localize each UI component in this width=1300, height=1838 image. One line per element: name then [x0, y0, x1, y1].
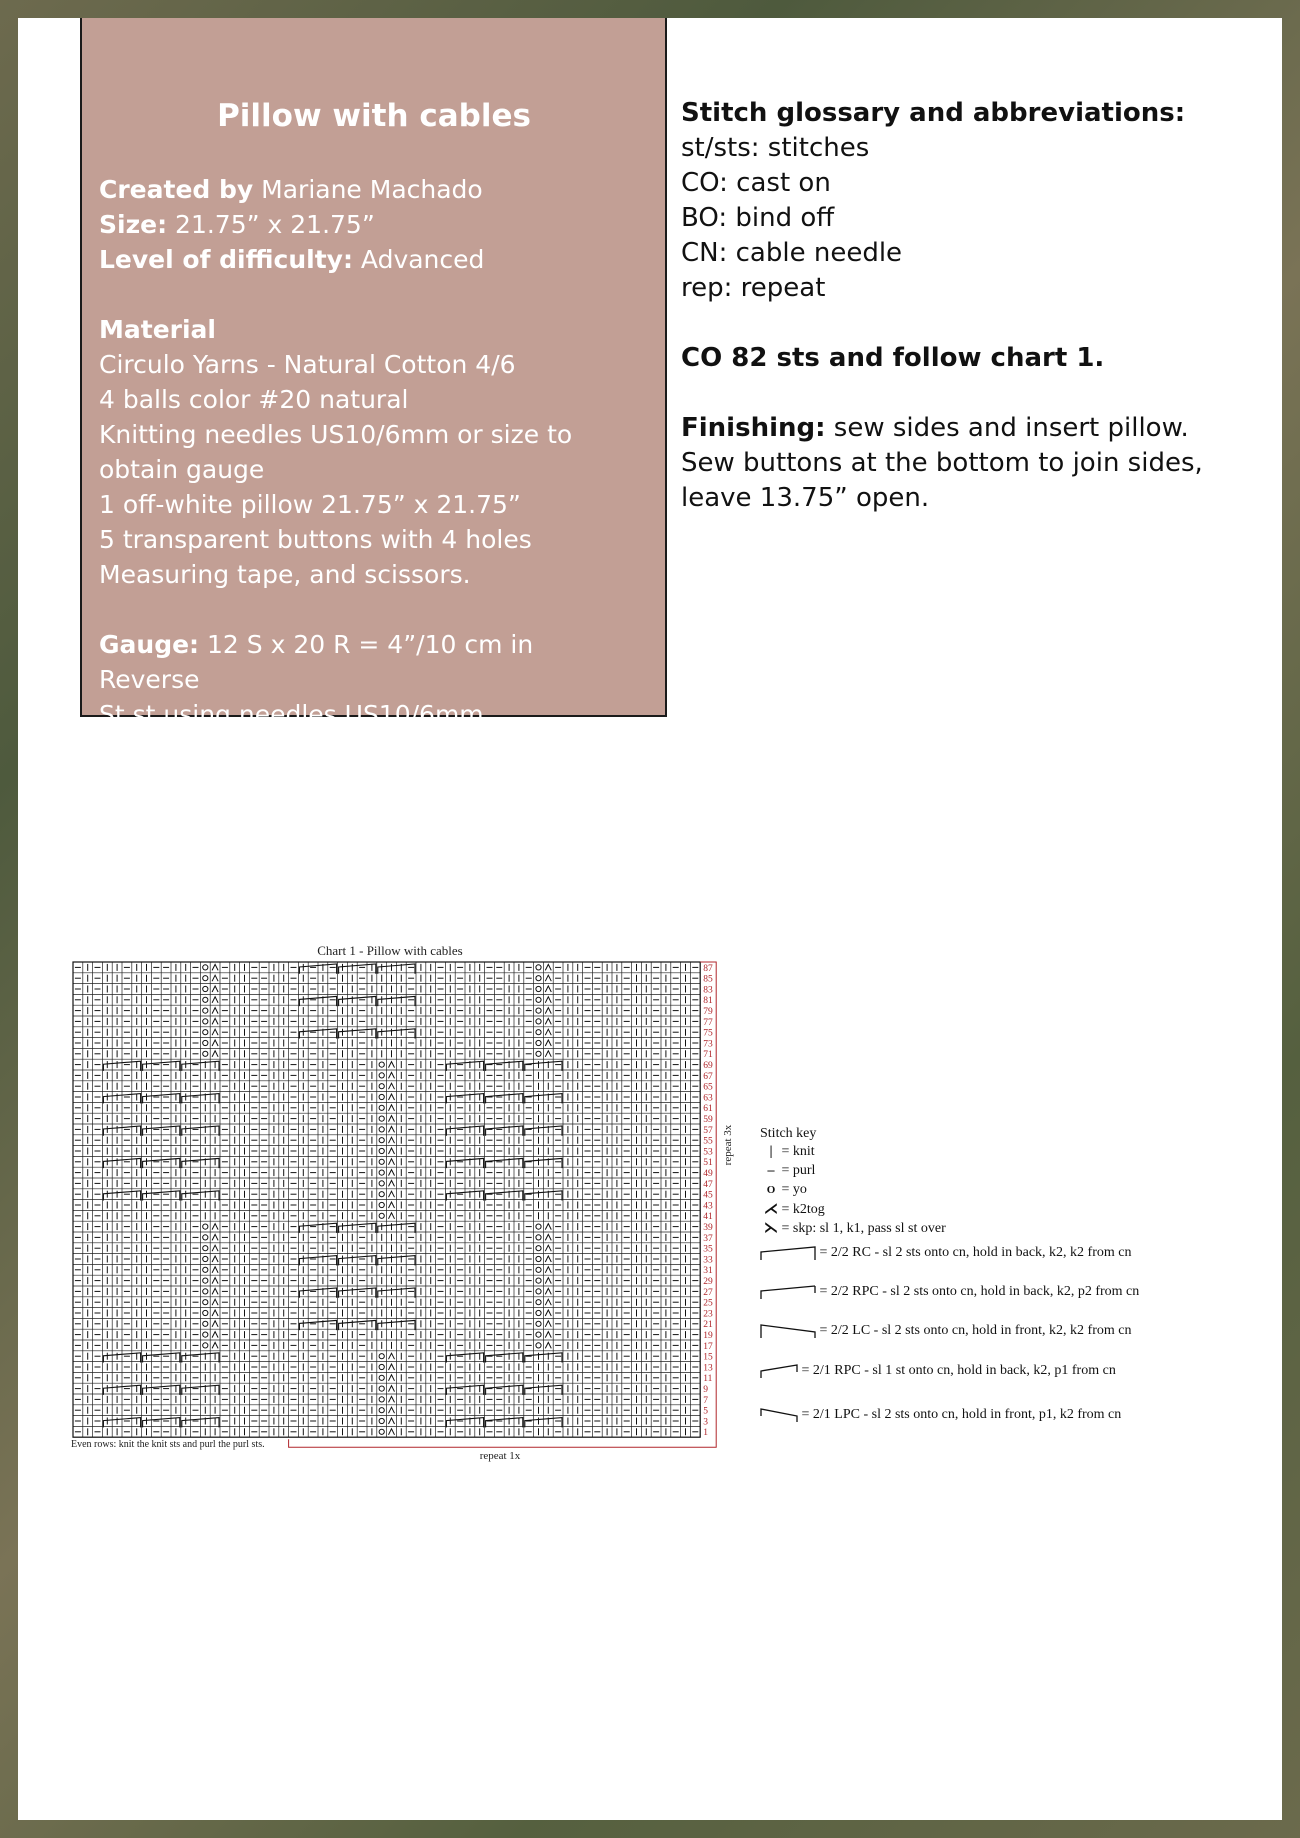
repeat-bottom-label: repeat 1x — [479, 1450, 521, 1463]
row-number: 19 — [703, 1331, 713, 1341]
yo-stitch — [203, 1051, 208, 1056]
key-item-22rc: = 2/2 RC - sl 2 sts onto cn, hold in back, k2, k2 from cn — [760, 1244, 1132, 1262]
yo-stitch — [379, 1375, 384, 1380]
row-number: 45 — [703, 1190, 713, 1201]
finishing-line-3: leave 13.75” open. — [681, 483, 930, 513]
k2tog-stitch — [389, 1116, 395, 1122]
yo-stitch — [203, 1310, 208, 1315]
k2tog-stitch — [389, 1407, 395, 1413]
k2tog-stitch — [389, 1126, 395, 1132]
yo-stitch — [203, 986, 208, 991]
row-number: 13 — [703, 1363, 713, 1374]
row-number: 11 — [703, 1374, 713, 1385]
row-number: 53 — [703, 1147, 713, 1158]
yo-stitch — [379, 1138, 384, 1143]
k2tog-stitch — [545, 1278, 551, 1284]
yo-stitch — [536, 1300, 541, 1305]
key-item-21lpc: = 2/1 LPC - sl 2 sts onto cn, hold in front, p1, k2 from cn — [760, 1406, 1121, 1424]
k2tog-stitch — [389, 1072, 395, 1078]
k2tog-stitch — [545, 1321, 551, 1327]
k2tog-stitch — [389, 1429, 395, 1435]
gauge-line-2: St st using needles US10/6mm. — [99, 700, 492, 729]
row-number: 47 — [703, 1179, 713, 1190]
chart-title: Chart 1 - Pillow with cables — [317, 943, 463, 958]
yo-stitch — [379, 1084, 384, 1089]
key-item-22lc: = 2/2 LC - sl 2 sts onto cn, hold in front, k2, k2 from cn — [760, 1322, 1132, 1340]
key-item-knit: | = knit — [764, 1144, 815, 1160]
k2tog-stitch — [389, 1353, 395, 1359]
cast-on-instruction: CO 82 sts and follow chart 1. — [681, 343, 1105, 373]
k2tog-stitch — [212, 1310, 218, 1316]
yo-stitch — [379, 1429, 384, 1434]
yo-stitch — [536, 1310, 541, 1315]
yo-stitch — [203, 1224, 208, 1229]
cable-22lc-icon — [760, 1322, 816, 1340]
yo-stitch — [379, 1159, 384, 1164]
row-number: 65 — [703, 1082, 713, 1093]
yo-stitch — [536, 997, 541, 1002]
row-number: 5 — [703, 1406, 708, 1417]
row-number: 21 — [703, 1320, 713, 1331]
k2tog-stitch — [212, 1267, 218, 1273]
k2tog-stitch — [389, 1159, 395, 1165]
yo-symbol-icon: O — [766, 1184, 776, 1196]
yo-stitch — [536, 1278, 541, 1283]
key-item-skp: ⋋ = skp: sl 1, k1, pass sl st over — [764, 1221, 946, 1236]
yo-stitch — [379, 1192, 384, 1197]
yo-stitch — [203, 1289, 208, 1294]
skp-symbol-icon: ⋋ — [764, 1221, 778, 1236]
yo-stitch — [536, 965, 541, 970]
yo-stitch — [536, 1246, 541, 1251]
k2tog-stitch — [212, 1234, 218, 1240]
row-number: 63 — [703, 1093, 713, 1104]
k2tog-stitch — [545, 1299, 551, 1305]
row-number: 69 — [703, 1061, 713, 1071]
yo-stitch — [536, 1030, 541, 1035]
k2tog-stitch — [545, 1224, 551, 1230]
yo-stitch — [203, 965, 208, 970]
material-item: obtain gauge — [99, 455, 265, 484]
k2tog-stitch — [545, 986, 551, 992]
yo-stitch — [536, 1224, 541, 1229]
k2tog-stitch — [545, 1342, 551, 1348]
k2tog-stitch — [389, 1062, 395, 1068]
k2tog-stitch — [212, 1288, 218, 1294]
k2tog-stitch — [389, 1375, 395, 1381]
k2tog-stitch — [212, 1245, 218, 1251]
k2tog-stitch — [389, 1148, 395, 1154]
yo-stitch — [379, 1105, 384, 1110]
yo-stitch — [536, 1040, 541, 1045]
k2tog-stitch — [545, 964, 551, 970]
difficulty-line: Level of difficulty: Advanced — [99, 245, 485, 274]
cable-22rpc-icon — [760, 1283, 816, 1301]
yo-stitch — [203, 1343, 208, 1348]
yo-stitch — [203, 1019, 208, 1024]
yo-stitch — [379, 1364, 384, 1369]
k2tog-stitch — [212, 1299, 218, 1305]
row-number: 23 — [703, 1309, 713, 1320]
yo-stitch — [536, 1051, 541, 1056]
chart-gridlines — [73, 962, 700, 1437]
yo-stitch — [203, 1030, 208, 1035]
yo-stitch — [536, 1267, 541, 1272]
pattern-page — [18, 18, 1282, 1820]
yo-stitch — [536, 1256, 541, 1261]
row-number: 71 — [703, 1050, 713, 1061]
material-item: 1 off-white pillow 21.75” x 21.75” — [99, 490, 521, 519]
k2tog-stitch — [212, 1040, 218, 1046]
row-number: 61 — [703, 1104, 713, 1115]
yo-stitch — [536, 1343, 541, 1348]
row-number: 9 — [703, 1385, 708, 1395]
row-number: 81 — [703, 996, 713, 1007]
row-number: 1 — [703, 1428, 708, 1439]
yo-stitch — [379, 1094, 384, 1099]
row-number: 37 — [703, 1233, 713, 1244]
yo-stitch — [203, 1246, 208, 1251]
k2tog-stitch — [212, 1051, 218, 1057]
yo-stitch — [536, 1235, 541, 1240]
row-number: 67 — [703, 1071, 713, 1082]
k2tog-stitch — [212, 964, 218, 970]
pattern-info-box — [80, 18, 667, 729]
stitch-glossary — [681, 96, 1261, 516]
yo-stitch — [203, 1332, 208, 1337]
row-number: 49 — [703, 1169, 713, 1179]
yo-stitch — [536, 976, 541, 981]
row-number: 75 — [703, 1028, 713, 1039]
yo-stitch — [203, 1278, 208, 1283]
row-number: 33 — [703, 1255, 713, 1266]
glossary-item: st/sts: stitches — [681, 133, 870, 163]
yo-stitch — [203, 1235, 208, 1240]
row-number: 15 — [703, 1352, 713, 1363]
k2tog-stitch — [545, 997, 551, 1003]
k2tog-stitch — [545, 1245, 551, 1251]
k2tog-stitch — [389, 1364, 395, 1370]
yo-stitch — [379, 1116, 384, 1121]
k2tog-stitch — [212, 986, 218, 992]
k2tog-stitch — [389, 1191, 395, 1197]
k2tog-stitch — [212, 1332, 218, 1338]
row-number: 27 — [703, 1287, 713, 1298]
row-number: 39 — [703, 1223, 713, 1233]
k2tog-stitch — [212, 1342, 218, 1348]
material-heading: Material — [99, 315, 216, 344]
material-item: Measuring tape, and scissors. — [99, 560, 471, 589]
row-number: 51 — [703, 1158, 713, 1169]
yo-stitch — [379, 1062, 384, 1067]
yo-stitch — [536, 986, 541, 991]
row-number: 55 — [703, 1136, 713, 1147]
k2tog-stitch — [545, 1310, 551, 1316]
row-number: 73 — [703, 1039, 713, 1050]
glossary-item: BO: bind off — [681, 203, 835, 233]
k2tog-stitch — [389, 1386, 395, 1392]
k2tog-stitch — [389, 1083, 395, 1089]
k2tog-stitch — [389, 1396, 395, 1402]
material-item: Circulo Yarns - Natural Cotton 4/6 — [99, 350, 516, 379]
glossary-heading: Stitch glossary and abbreviations: — [681, 98, 1186, 128]
finishing-line: Finishing: sew sides and insert pillow. — [681, 413, 1189, 443]
k2tog-stitch — [389, 1202, 395, 1208]
yo-stitch — [203, 1256, 208, 1261]
row-number: 25 — [703, 1298, 713, 1309]
yo-stitch — [379, 1354, 384, 1359]
row-number: 35 — [703, 1244, 713, 1255]
cable-21rpc-icon — [760, 1362, 798, 1380]
k2tog-stitch — [545, 1029, 551, 1035]
k2tog-stitch — [389, 1105, 395, 1111]
k2tog-stitch — [212, 1256, 218, 1262]
yo-stitch — [379, 1170, 384, 1175]
chart-footnote: Even rows: knit the knit sts and purl the purl sts. — [71, 1439, 265, 1451]
yo-stitch — [379, 1127, 384, 1132]
k2tog-stitch — [212, 1029, 218, 1035]
row-number: 59 — [703, 1115, 713, 1125]
k2tog-stitch — [389, 1137, 395, 1143]
yo-stitch — [203, 1321, 208, 1326]
repeat-side-label: repeat 3x — [722, 1124, 734, 1166]
yo-stitch — [203, 1040, 208, 1045]
gauge-line: Gauge: 12 S x 20 R = 4”/10 cm in Reverse — [99, 630, 534, 694]
yo-stitch — [379, 1386, 384, 1391]
glossary-item: CO: cast on — [681, 168, 831, 198]
k2tog-stitch — [545, 1267, 551, 1273]
cable-21lpc-icon — [760, 1406, 798, 1424]
yo-stitch — [536, 1289, 541, 1294]
row-number: 41 — [703, 1212, 713, 1223]
yo-stitch — [379, 1408, 384, 1413]
purl-symbol-icon: – — [767, 1163, 775, 1178]
row-number: 43 — [703, 1201, 713, 1212]
row-number: 85 — [703, 974, 713, 985]
k2tog-stitch — [545, 975, 551, 981]
yo-stitch — [536, 1321, 541, 1326]
k2tog-stitch — [212, 997, 218, 1003]
row-number: 83 — [703, 985, 713, 996]
k2tog-stitch — [545, 1256, 551, 1262]
yo-stitch — [203, 1300, 208, 1305]
k2tog-stitch — [389, 1094, 395, 1100]
k2tog-stitch — [389, 1213, 395, 1219]
row-number: 3 — [703, 1417, 708, 1428]
k2tog-stitch — [389, 1180, 395, 1186]
k2tog-stitch — [389, 1170, 395, 1176]
row-number: 7 — [703, 1395, 708, 1406]
k2tog-stitch — [545, 1234, 551, 1240]
chart-grid — [70, 940, 750, 1540]
material-item: Knitting needles US10/6mm or size to — [99, 420, 573, 449]
k2tog-stitch — [389, 1418, 395, 1424]
key-item-21rpc: = 2/1 RPC - sl 1 st onto cn, hold in back, k2, p1 from cn — [760, 1362, 1116, 1380]
k2tog-stitch — [545, 1332, 551, 1338]
glossary-item: CN: cable needle — [681, 238, 903, 268]
k2tog-stitch — [212, 1278, 218, 1284]
stitch-key-title: Stitch key — [760, 1126, 817, 1141]
size-line: Size: 21.75” x 21.75” — [99, 210, 375, 239]
row-number: 29 — [703, 1277, 713, 1287]
finishing-line-2: Sew buttons at the bottom to join sides, — [681, 448, 1203, 478]
yo-stitch — [379, 1148, 384, 1153]
k2tog-stitch — [212, 1018, 218, 1024]
k2tog-stitch — [212, 1321, 218, 1327]
knit-symbol-icon: | — [769, 1144, 773, 1159]
glossary-item: rep: repeat — [681, 273, 826, 303]
created-by-line: Created by Mariane Machado — [99, 175, 483, 204]
row-number: 87 — [703, 963, 713, 974]
k2tog-stitch — [212, 975, 218, 981]
pattern-title: Pillow with cables — [217, 98, 531, 134]
k2tog-stitch — [545, 1018, 551, 1024]
yo-stitch — [536, 1008, 541, 1013]
yo-stitch — [203, 1267, 208, 1272]
yo-stitch — [203, 976, 208, 981]
yo-stitch — [536, 1019, 541, 1024]
k2tog-stitch — [545, 1040, 551, 1046]
k2tog-stitch — [545, 1288, 551, 1294]
row-number: 57 — [703, 1125, 713, 1136]
yo-stitch — [379, 1397, 384, 1402]
k2tog-stitch — [212, 1008, 218, 1014]
yo-stitch — [379, 1213, 384, 1218]
key-item-yo: O = yo — [764, 1182, 807, 1198]
k2tog-stitch — [545, 1051, 551, 1057]
yo-stitch — [379, 1418, 384, 1423]
yo-stitch — [203, 1008, 208, 1013]
key-item-purl: – = purl — [764, 1163, 815, 1179]
yo-stitch — [379, 1073, 384, 1078]
key-item-22rpc: = 2/2 RPC - sl 2 sts onto cn, hold in back, k2, p2 from cn — [760, 1283, 1139, 1301]
material-item: 4 balls color #20 natural — [99, 385, 409, 414]
yo-stitch — [203, 997, 208, 1002]
k2tog-symbol-icon: ⋌ — [764, 1202, 778, 1217]
material-item: 5 transparent buttons with 4 holes — [99, 525, 532, 554]
row-number: 31 — [703, 1266, 713, 1277]
yo-stitch — [379, 1202, 384, 1207]
key-item-k2tog: ⋌ = k2tog — [764, 1202, 825, 1217]
yo-stitch — [379, 1181, 384, 1186]
row-number: 79 — [703, 1007, 713, 1017]
k2tog-stitch — [545, 1008, 551, 1014]
yo-stitch — [536, 1332, 541, 1337]
cable-22rc-icon — [760, 1244, 816, 1262]
k2tog-stitch — [212, 1224, 218, 1230]
row-number: 77 — [703, 1017, 713, 1028]
row-number: 17 — [703, 1341, 713, 1352]
